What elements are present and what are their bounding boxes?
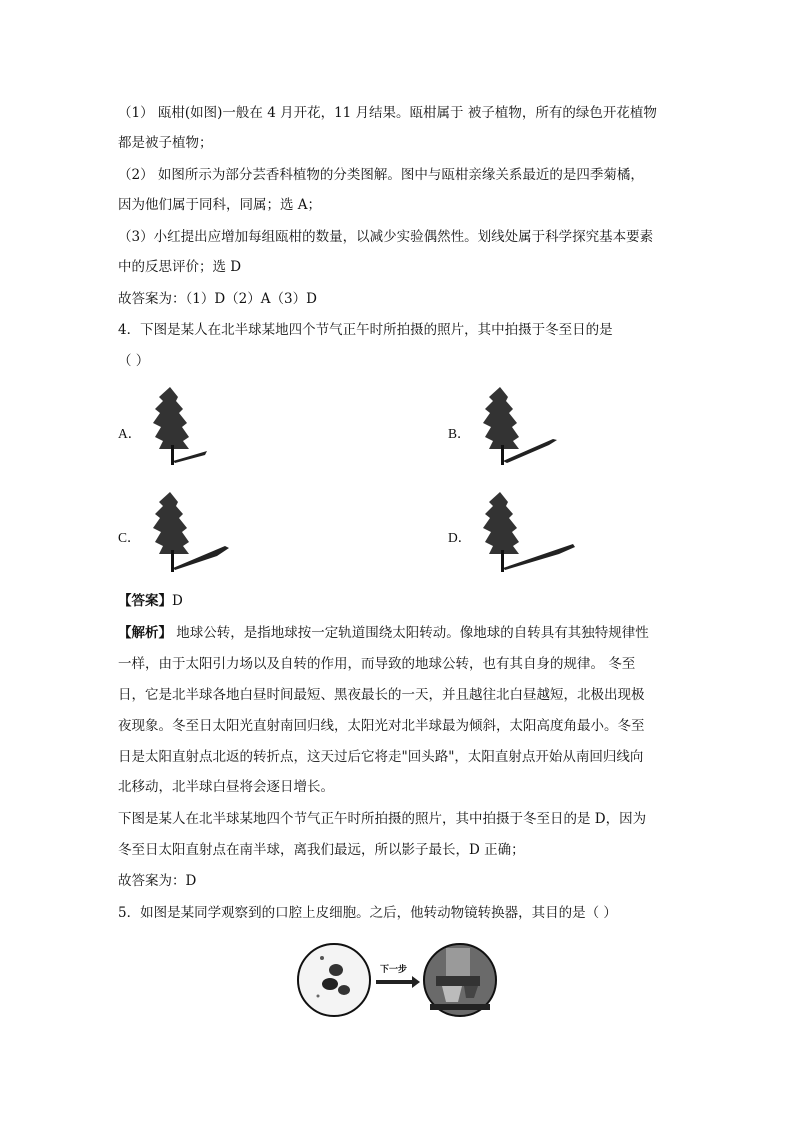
q3-part2-line1: （2） 如图所示为部分芸香科植物的分类图解。图中与瓯柑亲缘关系最近的是四季菊橘， [118,167,644,183]
tree-crown [483,387,519,449]
tree-trunk [501,445,504,465]
q3-part1-line2: 都是被子植物； [118,135,213,151]
q4-analysis-line6: 北移动，北半球白昼将会逐日增长。 [118,779,334,795]
tree-shadow [173,451,207,463]
q4-stem-line2: （ ） [118,353,150,369]
stage [430,1004,490,1010]
tree-trunk [171,550,174,572]
option-c-tree-image [145,490,235,582]
arrow-icon [376,976,420,988]
microscope-tube [446,948,470,978]
q4-analysis-line1 [118,623,649,643]
cell-blob [329,964,343,976]
q4-answer [118,591,183,611]
option-a-tree-image [145,385,215,475]
q4-explain-line1: 下图是某人在北半球某地四个节气正午时所拍摄的照片，其中拍摄于冬至日的是 D，因为 [118,811,647,827]
q4-analysis-line5: 日是太阳直射点北返的转折点，这天过后它将走"回头路"，太阳直射点开始从南回归线向 [118,749,644,765]
q4-analysis-line3: 日，它是北半球各地白昼时间最短、黑夜最长的一天，并且越往北白昼越短，北极出现极 [118,687,645,703]
tree-trunk [171,445,174,465]
analysis-label: 【解析】 [118,625,172,641]
option-a-label: A． [118,426,142,441]
option-c-label: C． [118,530,141,545]
tree-crown [153,387,189,449]
microscope-nosepiece [436,976,480,986]
answer-label: 【答案】 [118,593,172,609]
q4-analysis-line4: 夜现象。冬至日太阳光直射南回归线，太阳光对北半球最为倾斜，太阳高度角最小。冬至 [118,718,645,734]
q4-final-answer: 故答案为：D [118,873,197,889]
analysis-text: 地球公转，是指地球按一定轨道围绕太阳转动。像地球的自转具有其独特规律性 [172,625,649,641]
q3-part3-line1: （3）小红提出应增加每组瓯柑的数量，以减少实验偶然性。划线处属于科学探究基本要素 [118,229,654,245]
q3-part2-line2: 因为他们属于同科，同属；选 A； [118,197,322,213]
option-b-tree-image [475,385,565,475]
cell-dot [320,956,324,960]
q3-part3-line2: 中的反思评价；选 D [118,259,242,275]
option-b-label: B． [448,426,471,441]
arrow-label: 下一步 [380,965,408,975]
option-d-label: D． [448,530,472,545]
cell-dot [317,995,320,998]
tree-crown [483,492,519,554]
q4-explain-line2: 冬至日太阳直射点在南半球，离我们最远，所以影子最长，D 正确； [118,842,525,858]
cell-blob [322,978,338,990]
cell-blob [338,985,350,995]
option-d-tree-image [475,490,585,582]
q3-part1-line1: （1） 瓯柑(如图)一般在 4 月开花，11 月结果。瓯柑属于 被子植物，所有的绿色开花植物 [118,105,657,121]
q5-stem: 5．如图是某同学观察到的口腔上皮细胞。之后，他转动物镜转换器，其目的是（ ） [118,905,617,921]
tree-trunk [501,550,504,572]
microscope-figure [296,940,500,1022]
q4-stem-line1: 4．下图是某人在北半球某地四个节气正午时所拍摄的照片，其中拍摄于冬至日的是 [118,322,613,338]
q3-answer: 故答案为：（1）D（2）A（3）D [118,291,317,307]
q4-analysis-line2: 一样，由于太阳引力场以及自转的作用，而导致的地球公转，也有其自身的规律。 冬至 [118,656,636,672]
answer-value: D [172,593,183,609]
tree-crown [153,492,189,554]
